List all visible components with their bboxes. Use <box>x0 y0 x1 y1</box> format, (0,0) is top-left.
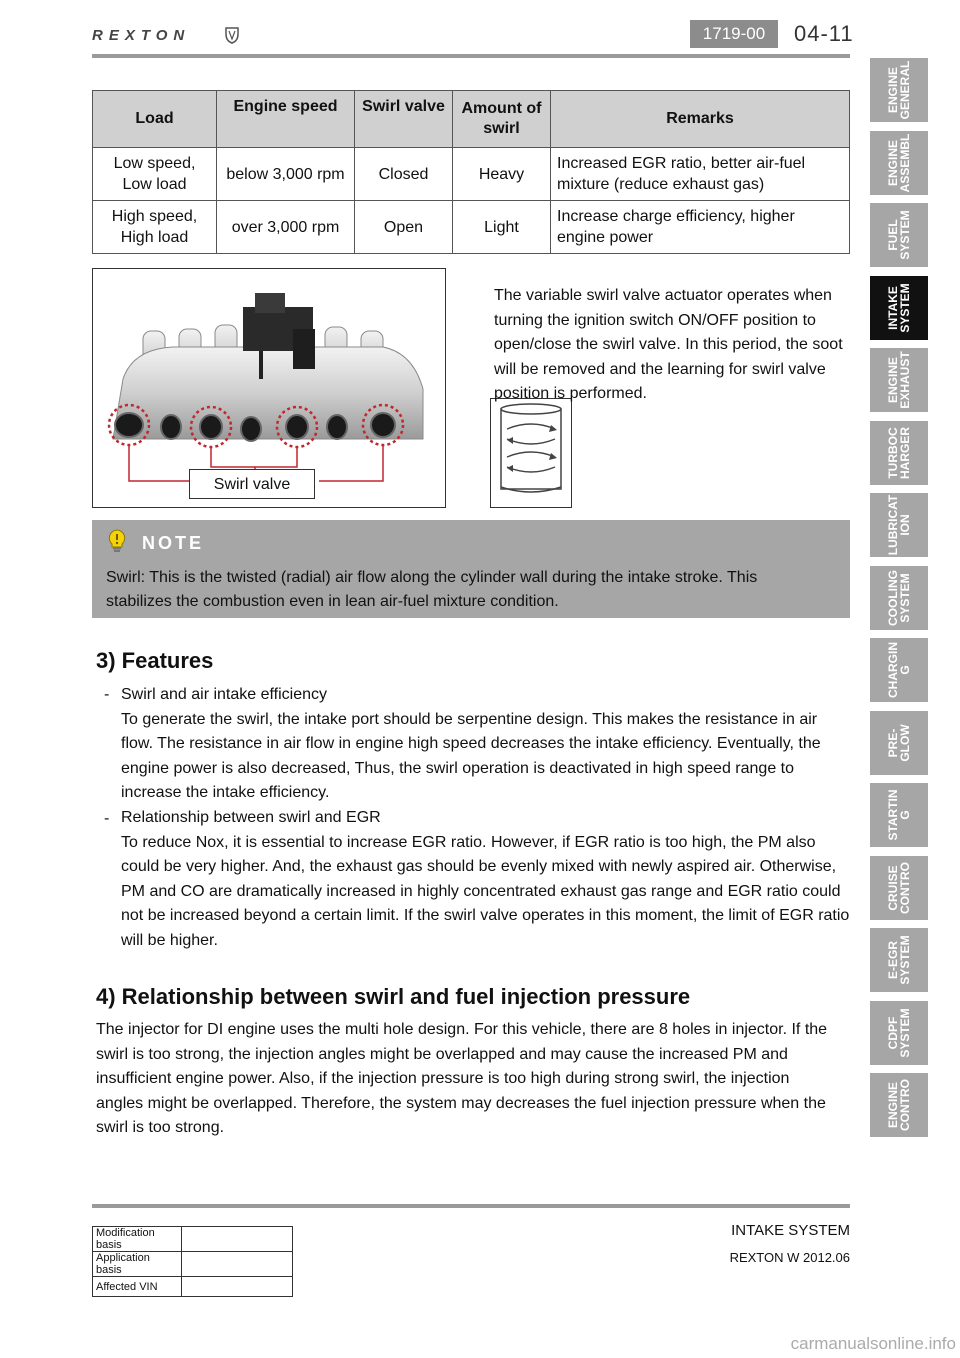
cell-load: High speed, High load <box>93 201 217 254</box>
chapter-tab[interactable] <box>870 131 928 195</box>
relationship-text: The injector for DI engine uses the multi hole design. For this vehicle, there are 8 holes in injector. If the swirl is too strong, the injection angles might be overlapped and may cause the increased PM and insufficient engine power. Also, if the injection pressure is too high during strong swirl, the injection angles might be overlapped. Therefore, the system may decreases the fuel injection pressure when the swirl is too strong. <box>96 1021 828 1136</box>
note-title: NOTE <box>142 533 205 553</box>
chapter-tab[interactable] <box>870 348 928 412</box>
feature-item <box>121 683 851 806</box>
header-swirl-valve: Swirl valve <box>355 91 453 148</box>
chapter-tab[interactable] <box>870 58 928 122</box>
page-number: 04-11 <box>794 21 854 46</box>
revision-value <box>182 1252 293 1277</box>
chapter-tab[interactable] <box>870 493 928 557</box>
cell-load: Low speed, Low load <box>93 148 217 201</box>
revision-label: Affected VIN <box>93 1277 182 1297</box>
footer-section-title: INTAKE SYSTEM <box>731 1222 850 1239</box>
watermark-text: carmanualsonline.info <box>790 1334 956 1353</box>
feature-item-heading: Relationship between swirl and EGR <box>121 809 381 826</box>
cell-engine-speed: below 3,000 rpm <box>217 148 355 201</box>
table-header-row <box>93 91 850 148</box>
swirl-spec-table <box>92 90 850 254</box>
chapter-tab-label: ENGINE GENERAL <box>886 60 912 120</box>
table-row <box>93 1277 293 1297</box>
footer-model-date: REXTON W 2012.06 <box>729 1250 850 1265</box>
chapter-tab-label: ENGINE EXHAUST <box>886 351 912 409</box>
bullet-dash: - <box>104 686 110 703</box>
header-engine-speed: Engine speed <box>217 91 355 148</box>
chapter-tab-label: TURBOC HARGER <box>886 426 912 479</box>
cell-remarks: Increase charge efficiency, higher engine power <box>551 201 850 254</box>
revision-value <box>182 1277 293 1297</box>
footer-rule <box>92 1204 850 1208</box>
header-load: Load <box>93 91 217 148</box>
chapter-tab[interactable] <box>870 203 928 267</box>
swirl-valve-label: Swirl valve <box>189 469 315 499</box>
chapter-tab[interactable] <box>870 928 928 992</box>
cell-amount: Heavy <box>453 148 551 201</box>
feature-item-heading: Swirl and air intake efficiency <box>121 686 328 703</box>
chapter-tab[interactable] <box>870 276 928 340</box>
chapter-tab-label: FUEL SYSTEM <box>886 210 912 260</box>
chapter-tab-label: CDPF SYSTEM <box>886 1007 912 1058</box>
header-remarks: Remarks <box>551 91 850 148</box>
revision-value <box>182 1227 293 1252</box>
feature-item-body: To generate the swirl, the intake port should be serpentine design. This makes the resistance in air flow. The resistance in air flow in engine high speed decreases the intake efficiency. Eventually, the engine power is also decreased, Thus, the swirl operation is deactivated in high speed range to increase the intake efficiency. <box>121 710 821 801</box>
chapter-tab-label: ENGINE ASSEMBL <box>886 133 912 192</box>
chapter-tab[interactable] <box>870 566 928 630</box>
table-row <box>93 1252 293 1277</box>
chapter-tab[interactable] <box>870 1001 928 1065</box>
revision-label: Modification basis <box>93 1227 182 1252</box>
header-amount-of-swirl: Amount of swirl <box>453 91 551 148</box>
table-row <box>93 148 850 201</box>
cell-remarks: Increased EGR ratio, better air-fuel mixture (reduce exhaust gas) <box>551 148 850 201</box>
cell-engine-speed: over 3,000 rpm <box>217 201 355 254</box>
brand-logo-text: REXTON <box>92 27 191 44</box>
feature-item <box>121 806 851 953</box>
chapter-tab[interactable] <box>870 711 928 775</box>
chapter-tab[interactable] <box>870 856 928 920</box>
chapter-tabs <box>870 58 928 1146</box>
bullet-dash: - <box>104 810 110 827</box>
chapter-tab[interactable] <box>870 1073 928 1137</box>
note-bulb-icon <box>104 528 130 554</box>
table-row <box>93 201 850 254</box>
chapter-tab[interactable] <box>870 421 928 485</box>
chapter-tab-label: PRE- GLOW <box>886 723 912 762</box>
chapter-tab-label: ENGINE CONTRO <box>886 1079 912 1131</box>
chapter-tab-label: INTAKE SYSTEM <box>886 282 912 333</box>
header-rule <box>92 54 850 58</box>
brand-logo <box>92 24 242 44</box>
note-text: Swirl: This is the twisted (radial) air flow along the cylinder wall during the intake stroke. This stabilizes the combustion even in lean air-fuel mixture condition. <box>106 569 758 610</box>
chapter-tab[interactable] <box>870 638 928 702</box>
chapter-tab-label: CRUISE CONTRO <box>886 861 912 914</box>
section-code-badge: 1719-00 <box>690 20 778 48</box>
chapter-tab-label: COOLING SYSTEM <box>886 569 912 626</box>
swirl-diagram <box>490 398 572 508</box>
table-row <box>93 1227 293 1252</box>
chapter-tab-label: E-EGR SYSTEM <box>886 935 912 985</box>
cell-amount: Light <box>453 201 551 254</box>
chapter-tab[interactable] <box>870 783 928 847</box>
cell-swirl-valve: Closed <box>355 148 453 201</box>
features-heading: 3) Features <box>96 648 214 673</box>
chapter-tab-label: LUBRICAT ION <box>886 494 912 556</box>
chapter-tab-label: STARTIN G <box>886 789 912 841</box>
relationship-heading: 4) Relationship between swirl and fuel injection pressure <box>96 984 691 1009</box>
cylinder-swirl-icon <box>491 399 571 507</box>
cell-swirl-valve: Open <box>355 201 453 254</box>
revision-label: Application basis <box>93 1252 182 1277</box>
actuator-description: The variable swirl valve actuator operates when turning the ignition switch ON/OFF position to open/close the swirl valve. In this period, the soot will be removed and the learning for swirl valve position is performed. <box>494 287 843 402</box>
chapter-tab-label: CHARGIN G <box>886 642 912 698</box>
feature-item-body: To reduce Nox, it is essential to increase EGR ratio. However, if EGR ratio is too high, the PM also could be very higher. And, the exhaust gas should be evenly mixed with newly aspired air. Otherwise, PM and CO are dramatically increased in highly concentrated exhaust gas range and EGR ratio could not be increased beyond a certain limit. If the swirl valve operates in this moment, the limit of EGR ratio will be higher. <box>121 833 850 949</box>
revision-table <box>92 1226 293 1297</box>
intake-manifold-photo <box>92 268 446 508</box>
